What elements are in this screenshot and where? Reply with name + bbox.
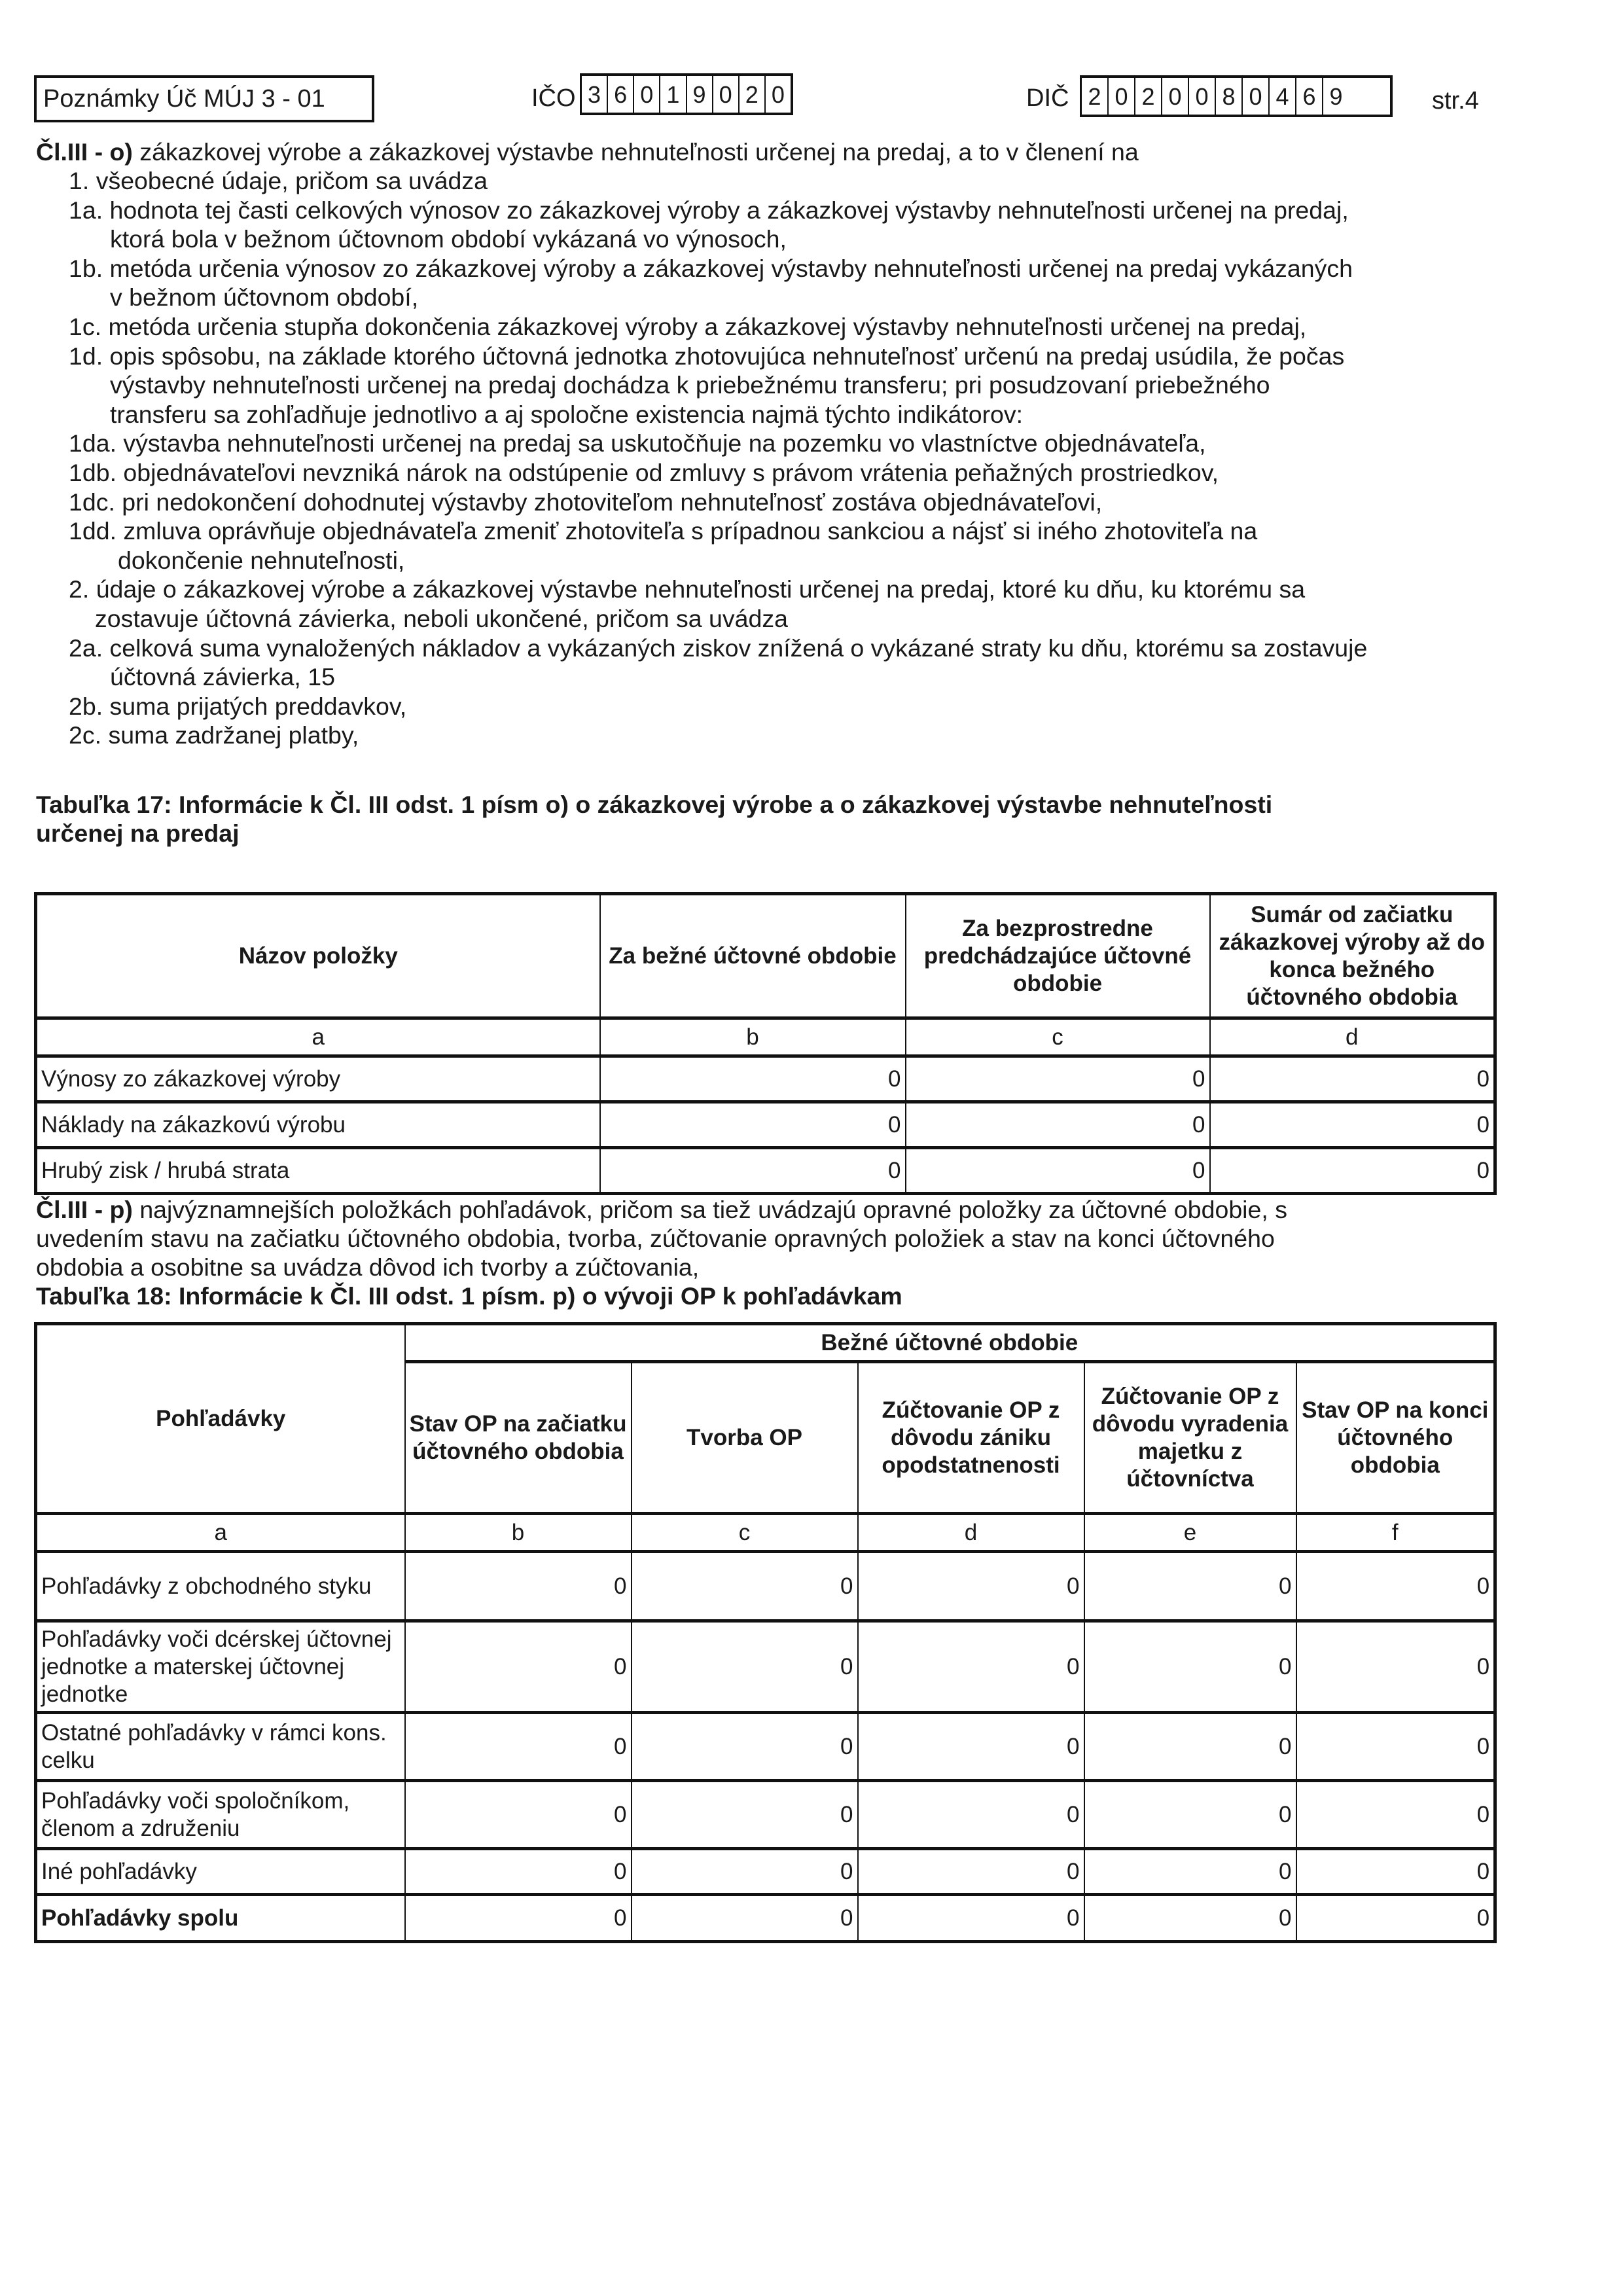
t18-cell: 0 — [632, 1621, 858, 1713]
t18-letter: f — [1296, 1514, 1495, 1552]
t18-header-closing: Stav OP na konci účtovného obdobia — [1296, 1362, 1495, 1514]
section-o-item: 1dc. pri nedokončení dohodnutej výstavby zhotoviteľom nehnuteľnosť zostáva objednávateľovi, — [69, 488, 1103, 516]
section-o-item: ktorá bola v bežnom účtovnom období vykázaná vo výnosoch, — [110, 225, 787, 253]
t18-cell: 0 — [1084, 1895, 1296, 1942]
t18-cell: 0 — [1084, 1781, 1296, 1849]
t18-cell: 0 — [1084, 1552, 1296, 1621]
dic-digit: 2 — [1134, 78, 1161, 115]
t18-cell: 0 — [405, 1895, 632, 1942]
section-o-item: dokončenie nehnuteľnosti, — [118, 546, 405, 574]
ico-digit-boxes — [580, 73, 793, 115]
ico-label: IČO — [531, 84, 576, 112]
section-o-item: účtovná závierka, 15 — [110, 663, 335, 691]
section-p-text: najvýznamnejších položkách pohľadávok, pričom sa tiež uvádzajú opravné položky za účtovné obdobie, s — [132, 1196, 1287, 1223]
table-row — [36, 1148, 1495, 1194]
t18-letter: e — [1084, 1514, 1296, 1552]
t18-row-label: Ostatné pohľadávky v rámci kons. celku — [36, 1713, 405, 1781]
table17-title-line2: určenej na predaj — [36, 819, 240, 847]
table18-title: Tabuľka 18: Informácie k Čl. III odst. 1 písm. p) o vývoji OP k pohľadávkam — [36, 1282, 902, 1310]
dic-digit-boxes — [1080, 75, 1393, 117]
table-row — [36, 1056, 1495, 1102]
dic-digit: 0 — [1161, 78, 1188, 115]
table17 — [34, 892, 1497, 1195]
t18-header-opening: Stav OP na začiatku účtovného obdobia — [405, 1362, 632, 1514]
t18-cell: 0 — [858, 1895, 1084, 1942]
ico-digit: 3 — [588, 81, 601, 108]
t17-cell: 0 — [1210, 1148, 1495, 1194]
section-o-heading-text: zákazkovej výrobe a zákazkovej výstavbe nehnuteľnosti určenej na predaj, a to v členení na — [132, 138, 1139, 166]
t18-cell: 0 — [1084, 1621, 1296, 1713]
t17-row-label: Náklady na zákazkovú výrobu — [36, 1102, 600, 1148]
section-o-item: 1b. metóda určenia výnosov zo zákazkovej výroby a zákazkovej výstavby nehnuteľnosti určenej na predaj vykázaných — [69, 254, 1353, 282]
dic-digit: 9 — [1322, 78, 1349, 115]
section-o-item: 2c. suma zadržanej platby, — [69, 721, 359, 749]
ico-digit: 2 — [738, 76, 764, 113]
table-row-total — [36, 1895, 1495, 1942]
section-o-item: transferu sa zohľadňuje jednotlivo a aj spoločne existencia najmä týchto indikátorov: — [110, 400, 1024, 428]
t18-header-creation: Tvorba OP — [632, 1362, 858, 1514]
t18-row-label: Iné pohľadávky — [36, 1849, 405, 1895]
form-title: Poznámky Úč MÚJ 3 - 01 — [43, 85, 325, 113]
form-title-box — [34, 75, 374, 122]
ico-digit: 0 — [633, 76, 659, 113]
t18-cell: 0 — [632, 1781, 858, 1849]
t18-cell: 0 — [858, 1781, 1084, 1849]
t18-cell: 0 — [632, 1552, 858, 1621]
t18-cell: 0 — [405, 1781, 632, 1849]
t18-letter: a — [36, 1514, 405, 1552]
section-p-line3: obdobia a osobitne sa uvádza dôvod ich tvorby a zúčtovania, — [36, 1253, 700, 1281]
section-o-item: 1dd. zmluva oprávňuje objednávateľa zmeniť zhotoviteľa s prípadnou sankciou a nájsť si iného zhotoviteľa na — [69, 517, 1258, 545]
t17-cell: 0 — [906, 1148, 1210, 1194]
table-row — [36, 1621, 1495, 1713]
ico-digit: 0 — [764, 76, 791, 113]
dic-digit: 6 — [1295, 78, 1322, 115]
table18 — [34, 1322, 1497, 1943]
section-o-heading-label: Čl.III - o) — [36, 138, 133, 166]
t18-cell: 0 — [405, 1621, 632, 1713]
t17-header-previous: Za bezprostredne predchádzajúce účtovné obdobie — [906, 894, 1210, 1018]
t18-group-header: Bežné účtovné obdobie — [405, 1324, 1495, 1362]
section-o-item: v bežnom účtovnom období, — [110, 283, 419, 312]
section-o-item: 1da. výstavba nehnuteľnosti určenej na predaj sa uskutočňuje na pozemku vo vlastníctve objednávateľa, — [69, 429, 1206, 457]
t18-cell: 0 — [405, 1552, 632, 1621]
t17-header-cumulative: Sumár od začiatku zákazkovej výroby až do konca bežného účtovného obdobia — [1210, 894, 1495, 1018]
section-p-line1 — [36, 1195, 1287, 1224]
t18-cell: 0 — [1296, 1781, 1495, 1849]
t17-row-label: Hrubý zisk / hrubá strata — [36, 1148, 600, 1194]
dic-digit: 2 — [1088, 83, 1101, 110]
table-row — [36, 1102, 1495, 1148]
t18-header-release-obsolete: Zúčtovanie OP z dôvodu zániku opodstatnenosti — [858, 1362, 1084, 1514]
t17-cell: 0 — [906, 1056, 1210, 1102]
section-p-line2: uvedením stavu na začiatku účtovného obdobia, tvorba, zúčtovanie opravných položiek a stav na konci účtovného — [36, 1225, 1275, 1252]
dic-label: DIČ — [1026, 84, 1069, 112]
t18-letter: c — [632, 1514, 858, 1552]
section-o-item: výstavby nehnuteľnosti určenej na predaj dochádza k priebežnému transferu; pri posudzovaní priebežného — [110, 371, 1270, 399]
t18-cell: 0 — [405, 1713, 632, 1781]
section-o-item: 1c. metóda určenia stupňa dokončenia zákazkovej výroby a zákazkovej výstavby nehnuteľnosti určenej na predaj, — [69, 313, 1307, 340]
t18-header-release-disposal: Zúčtovanie OP z dôvodu vyradenia majetku z účtovníctva — [1084, 1362, 1296, 1514]
t18-row-label: Pohľadávky voči dcérskej účtovnej jednotke a materskej účtovnej jednotke — [36, 1621, 405, 1713]
t17-cell: 0 — [600, 1148, 906, 1194]
t17-letter: d — [1210, 1018, 1495, 1056]
page-number: str.4 — [1432, 87, 1479, 115]
t17-letter: a — [36, 1018, 600, 1056]
t18-row-label: Pohľadávky z obchodného styku — [36, 1552, 405, 1621]
table-row — [36, 1781, 1495, 1849]
section-o-item: 1a. hodnota tej časti celkových výnosov zo zákazkovej výroby a zákazkovej výstavby nehnuteľnosti určenej na predaj, — [69, 196, 1349, 224]
ico-digit: 9 — [686, 76, 712, 113]
dic-digit: 8 — [1215, 78, 1241, 115]
table-row — [36, 1849, 1495, 1895]
t17-cell: 0 — [600, 1102, 906, 1148]
t18-cell: 0 — [1296, 1621, 1495, 1713]
section-o-item: 2a. celková suma vynaložených nákladov a vykázaných ziskov znížená o vykázané straty ku dňu, ktorému sa zostavuje — [69, 634, 1368, 662]
t18-cell: 0 — [858, 1713, 1084, 1781]
t17-cell: 0 — [1210, 1056, 1495, 1102]
dic-digit: 0 — [1241, 78, 1268, 115]
t18-cell: 0 — [632, 1895, 858, 1942]
t18-cell: 0 — [858, 1621, 1084, 1713]
ico-digit: 1 — [659, 76, 685, 113]
dic-digit: 4 — [1268, 78, 1295, 115]
t18-row-label: Pohľadávky voči spoločníkom, členom a združeniu — [36, 1781, 405, 1849]
t18-cell: 0 — [1084, 1849, 1296, 1895]
t18-row-label-total: Pohľadávky spolu — [36, 1895, 405, 1942]
t18-cell: 0 — [632, 1849, 858, 1895]
section-o-item: zostavuje účtovná závierka, neboli ukončené, pričom sa uvádza — [95, 605, 788, 632]
t17-letter: c — [906, 1018, 1210, 1056]
section-o-item: 2. údaje o zákazkovej výrobe a zákazkovej výstavbe nehnuteľnosti určenej na predaj, ktoré ku dňu, ku ktorému sa — [69, 575, 1306, 603]
t18-cell: 0 — [858, 1849, 1084, 1895]
table-row — [36, 1552, 1495, 1621]
t17-header-name: Názov položky — [36, 894, 600, 1018]
t18-cell: 0 — [1296, 1713, 1495, 1781]
table17-title-line1: Tabuľka 17: Informácie k Čl. III odst. 1 písm o) o zákazkovej výrobe a o zákazkovej výstavbe nehnuteľnosti — [36, 791, 1273, 818]
t17-row-label: Výnosy zo zákazkovej výroby — [36, 1056, 600, 1102]
section-o-item: 2b. suma prijatých preddavkov, — [69, 692, 407, 720]
t18-cell: 0 — [405, 1849, 632, 1895]
t18-letter: b — [405, 1514, 632, 1552]
ico-digit: 6 — [607, 76, 633, 113]
t18-cell: 0 — [1296, 1895, 1495, 1942]
t18-cell: 0 — [1084, 1713, 1296, 1781]
t17-cell: 0 — [1210, 1102, 1495, 1148]
section-o-heading — [36, 137, 1139, 166]
t18-letter: d — [858, 1514, 1084, 1552]
dic-digit: 0 — [1107, 78, 1134, 115]
t17-cell: 0 — [906, 1102, 1210, 1148]
section-o-item: 1. všeobecné údaje, pričom sa uvádza — [69, 167, 488, 194]
section-o-item: 1d. opis spôsobu, na základe ktorého účtovná jednotka zhotovujúca nehnuteľnosť určenú na predaj usúdila, že počas — [69, 342, 1345, 370]
table-row — [36, 1713, 1495, 1781]
t17-header-current: Za bežné účtovné obdobie — [600, 894, 906, 1018]
t18-cell: 0 — [858, 1552, 1084, 1621]
section-o-item: 1db. objednávateľovi nevzniká nárok na odstúpenie od zmluvy s právom vrátenia peňažných prostriedkov, — [69, 459, 1219, 486]
t17-letter: b — [600, 1018, 906, 1056]
t18-cell: 0 — [1296, 1849, 1495, 1895]
t18-header-receivables: Pohľadávky — [36, 1324, 405, 1514]
t18-cell: 0 — [1296, 1552, 1495, 1621]
t18-cell: 0 — [632, 1713, 858, 1781]
ico-digit: 0 — [712, 76, 738, 113]
section-p-heading-label: Čl.III - p) — [36, 1196, 133, 1223]
dic-digit: 0 — [1188, 78, 1215, 115]
t17-cell: 0 — [600, 1056, 906, 1102]
